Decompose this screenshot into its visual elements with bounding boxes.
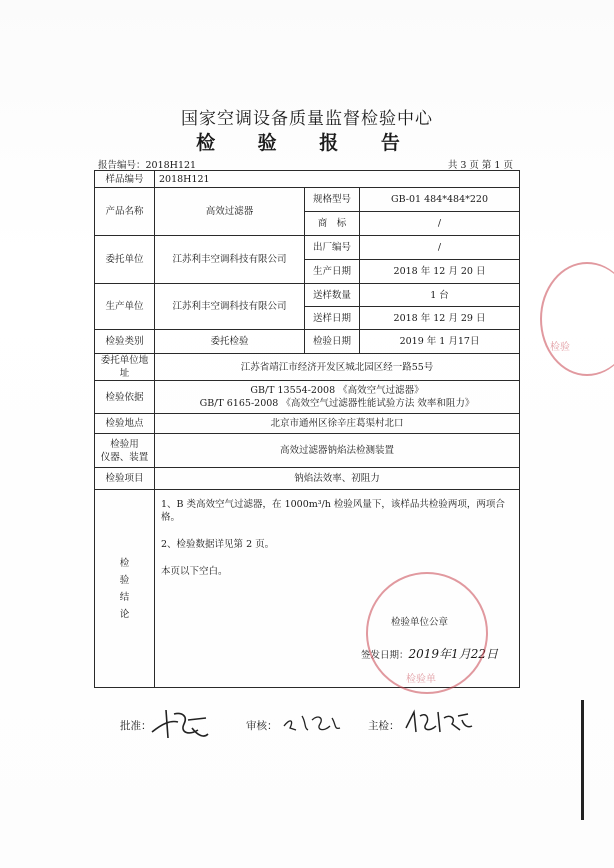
- table-row: [95, 236, 520, 260]
- product-name-label: 产品名称: [95, 188, 155, 236]
- conclusion-line-3: 本页以下空白。: [161, 566, 228, 577]
- sign-date-value: 2019年1月22日: [408, 647, 498, 661]
- send-qty-label: 送样数量: [305, 284, 360, 307]
- prod-date-label: 生产日期: [305, 260, 360, 284]
- model-label: 规格型号: [305, 188, 360, 212]
- client-value: 江苏利丰空调科技有限公司: [155, 236, 305, 284]
- equipment-value: 高效过滤器钠焰法检测装置: [155, 434, 520, 468]
- table-row: [95, 414, 520, 434]
- location-value: 北京市通州区徐辛庄葛渠村北口: [155, 414, 520, 434]
- approve-label: 批准：: [120, 720, 152, 732]
- table-row: [95, 381, 520, 414]
- table-row: [95, 468, 520, 490]
- send-date-value: 2018 年 12 月 29 日: [360, 307, 520, 330]
- report-title: 检 验 报 告: [196, 132, 418, 154]
- test-date-value: 2019 年 1 月17日: [360, 330, 520, 354]
- basis-line-1: GB/T 13554-2008 《高效空气过滤器》: [250, 385, 424, 396]
- items-value: 钠焰法效率、初阻力: [155, 468, 520, 490]
- client-addr-value: 江苏省靖江市经济开发区城北园区经一路55号: [155, 354, 520, 381]
- conclusion-line-1: 1、B 类高效空气过滤器，在 1000m³/h 检验风量下，该样品共检验两项，两项合格。: [161, 499, 505, 523]
- equipment-label-line-1: 检验用: [110, 438, 139, 450]
- edge-seal-stamp: [540, 262, 614, 376]
- inspect-label: 主检：: [368, 720, 400, 732]
- table-row: [95, 330, 520, 354]
- equipment-label: [95, 434, 155, 468]
- manufacturer-value: 江苏利丰空调科技有限公司: [155, 284, 305, 330]
- table-row: [95, 171, 520, 188]
- table-row: [95, 354, 520, 381]
- page-info: 共 3 页 第 1 页: [447, 160, 513, 171]
- client-label: 委托单位: [95, 236, 155, 284]
- review-signature: [280, 710, 346, 736]
- manufacturer-label: 生产单位: [95, 284, 155, 330]
- stamp-text-right: 检验: [550, 342, 570, 353]
- official-seal-stamp: [366, 572, 488, 694]
- basis-value: [155, 381, 520, 414]
- seal-label: 检验单位公章: [391, 617, 449, 628]
- test-type-label: 检验类别: [95, 330, 155, 354]
- binding-edge: [581, 700, 584, 820]
- test-type-value: 委托检验: [155, 330, 305, 354]
- send-date-label: 送样日期: [305, 307, 360, 330]
- equipment-label-line-2: 仪器、装置: [100, 451, 149, 463]
- sample-no-value: 2018H121: [155, 171, 520, 188]
- product-name-value: 高效过滤器: [155, 188, 305, 236]
- serial-label: 出厂编号: [305, 236, 360, 260]
- table-row: [95, 434, 520, 468]
- sign-date-label: 签发日期：: [361, 650, 409, 661]
- basis-line-2: GB/T 6165-2008 《高效空气过滤器性能试验方法 效率和阻力》: [199, 398, 475, 409]
- test-date-label: 检验日期: [305, 330, 360, 354]
- conclusion-label-char: 结: [119, 591, 130, 603]
- conclusion-line-2: 2、检验数据详见第 2 页。: [161, 539, 275, 550]
- table-row: [95, 284, 520, 307]
- conclusion-label-char: 检: [119, 557, 130, 569]
- sample-no-label: 样品编号: [95, 171, 155, 188]
- client-addr-label: 委托单位地址: [95, 354, 155, 381]
- conclusion-label-char: 验: [119, 574, 130, 586]
- review-label: 审核：: [246, 720, 278, 732]
- report-number: 报告编号：2018H121: [98, 160, 197, 171]
- conclusion-label-char: 论: [119, 608, 130, 620]
- conclusion-label: [95, 490, 155, 688]
- prod-date-value: 2018 年 12 月 20 日: [360, 260, 520, 284]
- location-label: 检验地点: [95, 414, 155, 434]
- inspect-signature: [402, 706, 474, 736]
- items-label: 检验项目: [95, 468, 155, 490]
- stamp-text-left: 检验单: [406, 674, 436, 685]
- organization-name: 国家空调设备质量监督检验中心: [181, 109, 433, 129]
- table-row: [95, 188, 520, 212]
- brand-value: /: [360, 212, 520, 236]
- basis-label: 检验依据: [95, 381, 155, 414]
- serial-value: /: [360, 236, 520, 260]
- model-value: GB-01 484*484*220: [360, 188, 520, 212]
- brand-label: 商 标: [305, 212, 360, 236]
- send-qty-value: 1 台: [360, 284, 520, 307]
- approve-signature: [148, 706, 210, 742]
